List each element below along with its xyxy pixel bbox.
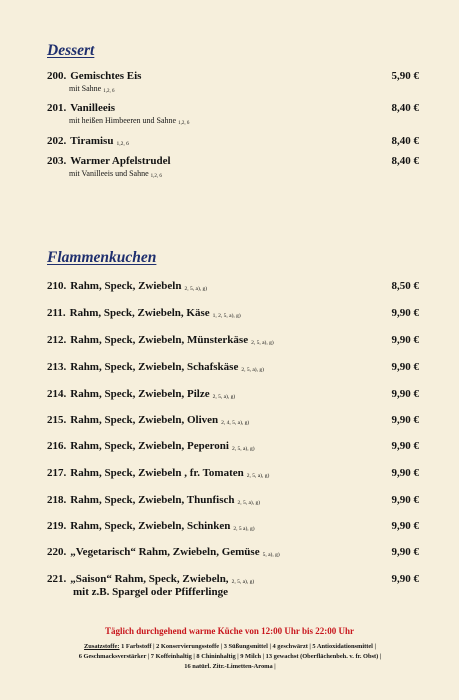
- menu-item-210: [47, 280, 419, 292]
- section-title-dessert: Dessert: [47, 42, 95, 59]
- item-number: 212.: [47, 334, 67, 346]
- item-allergens: 2, 5, a), g): [231, 446, 255, 452]
- item-price: 9,90 €: [391, 440, 419, 452]
- item-name: Rahm, Speck, Zwiebeln, Pilze: [70, 388, 210, 400]
- item-name: Rahm, Speck, Zwiebeln, Oliven: [70, 414, 219, 426]
- menu-item-214: [47, 388, 419, 400]
- item-name: Rahm, Speck, Zwiebeln: [70, 280, 182, 292]
- menu-item-215: [47, 414, 419, 426]
- menu-item-203: [47, 155, 419, 178]
- item-allergens: 2, 4, 5, a), g): [221, 420, 250, 426]
- item-price: 5,90 €: [391, 70, 419, 82]
- item-number: 215.: [47, 414, 67, 426]
- item-allergens: 2, 5, a), g): [251, 340, 274, 346]
- item-allergens: 2, 5, a), g): [241, 367, 264, 373]
- item-allergens: 2, 5, a), g): [237, 500, 261, 506]
- item-price: 9,90 €: [391, 307, 419, 319]
- menu-item-202: [47, 135, 419, 147]
- item-price: 9,90 €: [391, 520, 419, 532]
- menu-item-213: [47, 361, 419, 373]
- menu-item-221: [47, 573, 419, 598]
- item-name: Rahm, Speck, Zwiebeln , fr. Tomaten: [70, 467, 244, 479]
- menu-item-201: [47, 102, 419, 125]
- item-description: mit Sahne 1,2, 6: [69, 84, 115, 94]
- item-name: Rahm, Speck, Zwiebeln, Thunfisch: [70, 494, 235, 506]
- item-number: 221.: [47, 573, 67, 585]
- menu-item-218: [47, 494, 419, 506]
- menu-item-200: [47, 70, 419, 93]
- item-price: 9,90 €: [391, 361, 419, 373]
- item-name: „Vegetarisch“ Rahm, Zwiebeln, Gemüse: [70, 546, 260, 558]
- additives-line-1: 1 Farbstoff | 2 Konservierungsstoffe | 3 Süßungsmittel | 4 geschwärzt | 5 Antioxidationsmittel |: [119, 643, 376, 650]
- menu-item-212: [47, 334, 419, 346]
- item-allergens: 2, 5, a), g): [184, 286, 208, 292]
- additives-label: Zusatzstoffe:: [84, 643, 120, 650]
- menu-item-217: [47, 467, 419, 479]
- menu-item-220: [47, 546, 419, 558]
- additives-line-2: 6 Geschmacksverstärker | 7 Koffeinhaltig | 8 Chininhaltig | 9 Milch | 13 gewachst (Oberflächenbeh. v. fr. Obst) |: [78, 653, 382, 660]
- item-name: Gemischtes Eis: [70, 70, 142, 82]
- item-name: Tiramisu: [70, 135, 114, 147]
- item-description: mit heißen Himbeeren und Sahne 1,2, 6: [69, 116, 190, 126]
- item-price: 9,90 €: [391, 573, 419, 585]
- item-price: 9,90 €: [391, 546, 419, 558]
- item-number: 213.: [47, 361, 67, 373]
- item-number: 218.: [47, 494, 67, 506]
- item-price: 8,40 €: [391, 102, 419, 114]
- additives-line-3: 16 natürl. Zitr.-Limetten-Aroma |: [184, 663, 276, 670]
- item-price: 9,90 €: [391, 494, 419, 506]
- item-number: 219.: [47, 520, 67, 532]
- item-number: 200.: [47, 70, 67, 82]
- item-allergens: 1,2, 6: [178, 121, 190, 126]
- item-price: 9,90 €: [391, 388, 419, 400]
- item-allergens: 1,2, 6: [116, 141, 129, 147]
- item-number: 201.: [47, 102, 67, 114]
- item-price: 9,90 €: [391, 467, 419, 479]
- item-allergens: 5, a), g): [262, 552, 280, 558]
- additives-legend: [30, 642, 430, 672]
- item-allergens: 1,2, 6: [150, 174, 162, 179]
- menu-item-211: [47, 307, 419, 319]
- item-allergens: 1,2, 6: [103, 89, 115, 94]
- item-allergens: 2, 5, a), g): [231, 579, 255, 585]
- item-allergens: 1, 2, 5, a), g): [212, 313, 241, 319]
- item-number: 210.: [47, 280, 67, 292]
- item-allergens: 2, 5 a), g): [233, 526, 255, 532]
- item-price: 9,90 €: [391, 414, 419, 426]
- item-name: Warmer Apfelstrudel: [70, 155, 171, 167]
- item-price: 8,40 €: [391, 135, 419, 147]
- item-name: Vanilleeis: [70, 102, 116, 114]
- item-name: „Saison“ Rahm, Speck, Zwiebeln,: [70, 573, 229, 585]
- item-name-continued: mit z.B. Spargel oder Pfifferlinge: [73, 586, 228, 598]
- item-number: 211.: [47, 307, 66, 319]
- item-number: 214.: [47, 388, 67, 400]
- item-number: 217.: [47, 467, 67, 479]
- item-number: 202.: [47, 135, 67, 147]
- item-name: Rahm, Speck, Zwiebeln, Münsterkäse: [70, 334, 249, 346]
- item-name: Rahm, Speck, Zwiebeln, Käse: [69, 307, 210, 319]
- item-allergens: 2, 5, a), g): [246, 473, 270, 479]
- menu-item-216: [47, 440, 419, 452]
- item-price: 8,40 €: [391, 155, 419, 167]
- item-price: 9,90 €: [391, 334, 419, 346]
- item-number: 203.: [47, 155, 67, 167]
- item-number: 216.: [47, 440, 67, 452]
- item-price: 8,50 €: [391, 280, 419, 292]
- menu-item-219: [47, 520, 419, 532]
- opening-hours-notice: Täglich durchgehend warme Küche von 12:00 Uhr bis 22:00 Uhr: [105, 626, 354, 636]
- item-name: Rahm, Speck, Zwiebeln, Schafskäse: [70, 361, 239, 373]
- item-name: Rahm, Speck, Zwiebeln, Peperoni: [70, 440, 229, 452]
- item-allergens: 2, 5, a), g): [212, 394, 236, 400]
- section-title-flammenkuchen: Flammenkuchen: [47, 249, 157, 266]
- item-description: mit Vanilleeis und Sahne 1,2, 6: [69, 169, 162, 179]
- item-number: 220.: [47, 546, 67, 558]
- item-name: Rahm, Speck, Zwiebeln, Schinken: [70, 520, 231, 532]
